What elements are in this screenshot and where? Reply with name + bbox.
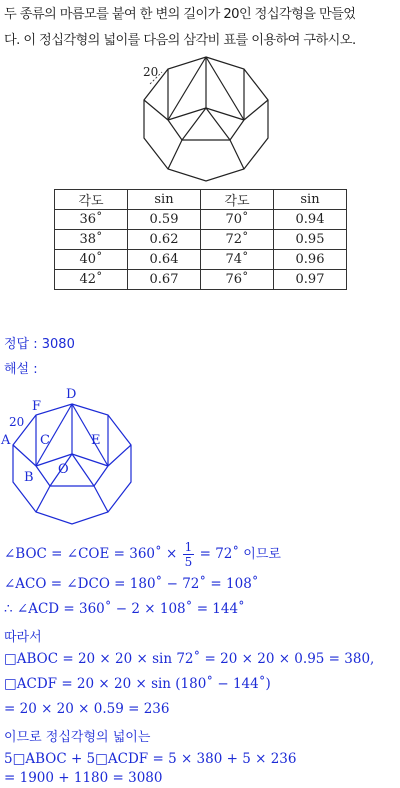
table-row — [55, 230, 347, 250]
table-row — [55, 270, 347, 290]
label-e: E — [91, 433, 101, 448]
table-cell: 0.95 — [274, 230, 347, 250]
table-cell: 0.59 — [128, 210, 201, 230]
table-cell: 0.67 — [128, 270, 201, 290]
solution-text: 이므로 — [239, 547, 281, 562]
table-cell: 0.97 — [274, 270, 347, 290]
table-row — [55, 250, 347, 270]
sine-table — [54, 189, 347, 290]
fraction-denominator: 5 — [184, 555, 193, 569]
label-a: A — [1, 433, 11, 448]
solution-line-6: □ACDF = 20 × 20 × sin (180˚ − 144˚) — [4, 676, 271, 692]
explanation-label: 해설 : — [4, 362, 38, 377]
solution-line-1 — [4, 540, 281, 569]
solution-line-3: ∴ ∠ACD = 360˚ − 2 × 108˚ = 144˚ — [4, 601, 245, 617]
question-line-2: 다. 이 정십각형의 넓이를 다음의 삼각비 표를 이용하여 구하시오. — [4, 33, 356, 48]
fraction-numerator: 1 — [184, 540, 193, 554]
table-header-row — [55, 190, 347, 210]
answer-label: 정답 : 3080 — [4, 337, 75, 352]
table-cell: 0.96 — [274, 250, 347, 270]
solution-text: ∠BOC = ∠COE = 360˚ × — [4, 546, 182, 562]
solution-line-4: 따라서 — [4, 630, 42, 645]
labeled-decagon-figure — [0, 380, 400, 530]
label-c: C — [40, 433, 50, 448]
label-f: F — [32, 399, 42, 414]
header-sin-2: sin — [274, 190, 347, 210]
solution-line-9: 5□ABOC + 5□ACDF = 5 × 380 + 5 × 236 — [4, 751, 297, 767]
table-cell: 36˚ — [55, 210, 128, 230]
table-cell: 0.94 — [274, 210, 347, 230]
solution-line-8: 이므로 정십각형의 넓이는 — [4, 730, 151, 745]
label-d: D — [66, 387, 77, 402]
solution-line-10: = 1900 + 1180 = 3080 — [4, 770, 163, 786]
table-cell: 74˚ — [201, 250, 274, 270]
label-b: B — [24, 470, 34, 485]
table-cell: 42˚ — [55, 270, 128, 290]
solution-text: = 72˚ — [195, 546, 240, 562]
decagon-figure — [0, 0, 400, 180]
table-cell: 0.62 — [128, 230, 201, 250]
table-cell: 0.64 — [128, 250, 201, 270]
question-line-1: 두 종류의 마름모를 붙여 한 변의 길이가 20인 정십각형을 만들었 — [4, 7, 356, 22]
table-cell: 38˚ — [55, 230, 128, 250]
table-row — [55, 210, 347, 230]
table-cell: 70˚ — [201, 210, 274, 230]
label-side-20: 20 — [9, 415, 25, 429]
side-label-20: 20 — [143, 65, 159, 79]
solution-line-7: = 20 × 20 × 0.59 = 236 — [4, 701, 170, 717]
table-cell: 76˚ — [201, 270, 274, 290]
header-angle-2: 각도 — [201, 190, 274, 210]
fraction-one-fifth — [183, 540, 195, 569]
header-angle-1: 각도 — [55, 190, 128, 210]
label-o: O — [58, 462, 69, 477]
solution-line-2: ∠ACO = ∠DCO = 180˚ − 72˚ = 108˚ — [4, 576, 259, 592]
table-cell: 40˚ — [55, 250, 128, 270]
header-sin-1: sin — [128, 190, 201, 210]
table-cell: 72˚ — [201, 230, 274, 250]
solution-line-5: □ABOC = 20 × 20 × sin 72˚ = 20 × 20 × 0.95 = 380, — [4, 651, 375, 667]
